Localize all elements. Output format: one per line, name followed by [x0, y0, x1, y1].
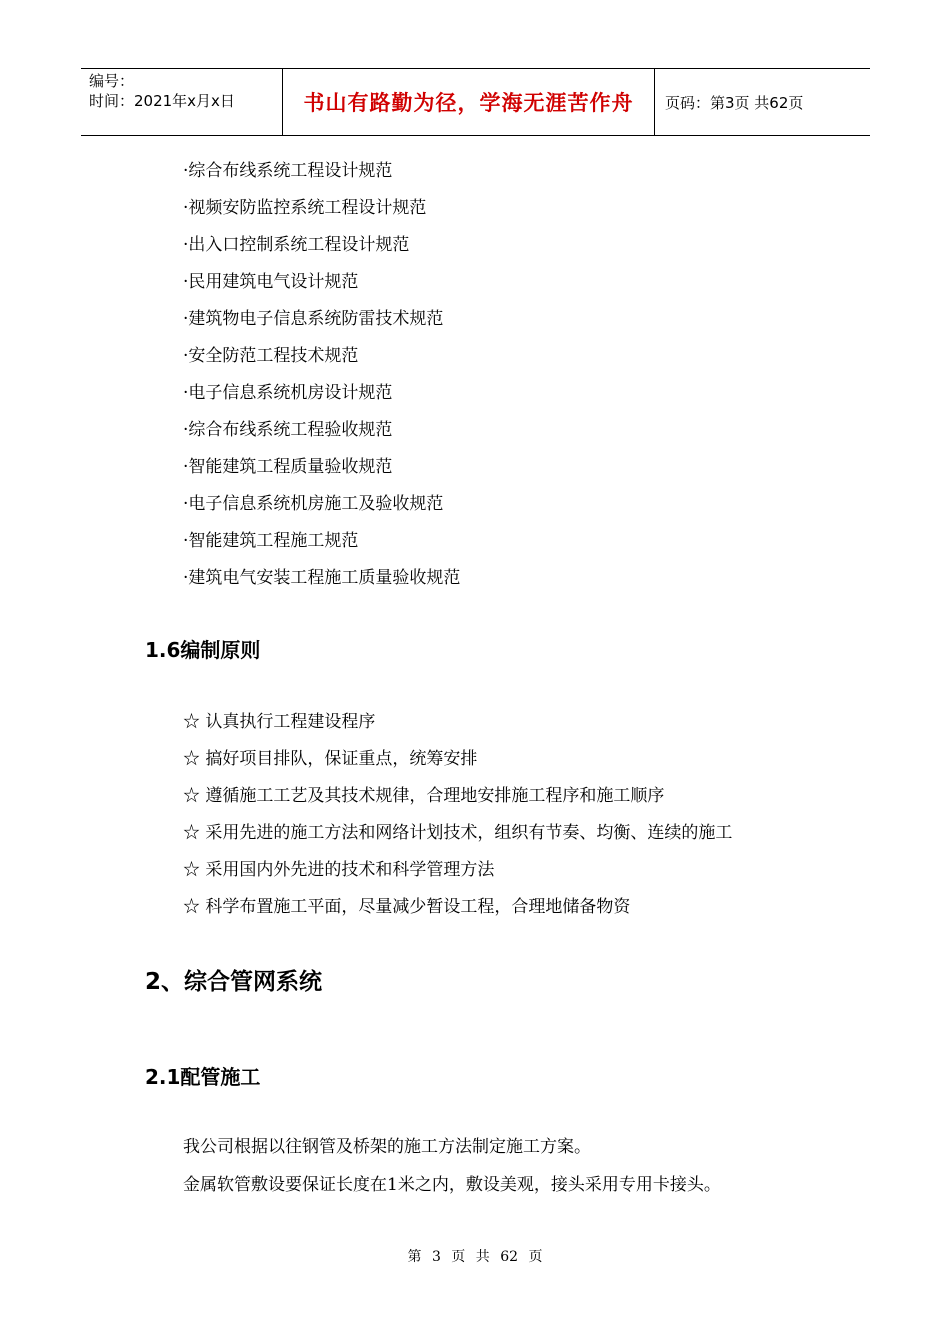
- list-item: ·建筑电气安装工程施工质量验收规范: [183, 568, 461, 588]
- list-item: ☆ 遵循施工工艺及其技术规律，合理地安排施工程序和施工顺序: [183, 786, 665, 806]
- section-heading-1-6: 1.6编制原则: [145, 638, 261, 662]
- header-left-cell: [81, 69, 282, 135]
- list-item: ·智能建筑工程施工规范: [183, 531, 359, 551]
- document-date: 时间：2021年x月x日: [89, 92, 235, 110]
- principles-list: [183, 707, 732, 929]
- list-item: ☆ 采用国内外先进的技术和科学管理方法: [183, 860, 495, 880]
- list-item: ·出入口控制系统工程设计规范: [183, 235, 410, 255]
- section-heading-2: 2、综合管网系统: [145, 969, 323, 995]
- list-item: ☆ 采用先进的施工方法和网络计划技术，组织有节奏、均衡、连续的施工: [183, 823, 733, 843]
- list-item: ☆ 科学布置施工平面，尽量减少暂设工程，合理地储备物资: [183, 897, 631, 917]
- paragraph: 我公司根据以往钢管及桥架的施工方法制定施工方案。: [183, 1137, 591, 1157]
- list-item: ·智能建筑工程质量验收规范: [183, 457, 393, 477]
- list-item: ·视频安防监控系统工程设计规范: [183, 198, 427, 218]
- list-item: ·综合布线系统工程验收规范: [183, 420, 393, 440]
- list-item: ☆ 搞好项目排队，保证重点，统筹安排: [183, 749, 478, 769]
- header-motto-cell: [282, 69, 655, 135]
- list-item: ·电子信息系统机房设计规范: [183, 383, 393, 403]
- header-page-info: 页码：第3页 共62页: [665, 93, 804, 112]
- document-number-label: 编号：: [89, 72, 135, 90]
- section-heading-2-1: 2.1配管施工: [145, 1065, 261, 1089]
- paragraph: 金属软管敷设要保证长度在1米之内，敷设美观，接头采用专用卡接头。: [183, 1175, 721, 1195]
- header-motto: 书山有路勤为径，学海无涯苦作舟: [303, 91, 634, 115]
- list-item: ·综合布线系统工程设计规范: [183, 161, 393, 181]
- list-item: ☆ 认真执行工程建设程序: [183, 712, 376, 732]
- page-footer: 第 3 页 共 62 页: [407, 1249, 543, 1265]
- list-item: ·电子信息系统机房施工及验收规范: [183, 494, 444, 514]
- list-item: ·安全防范工程技术规范: [183, 346, 359, 366]
- page-header: [81, 68, 870, 136]
- header-page-info-cell: [655, 69, 870, 135]
- list-item: ·民用建筑电气设计规范: [183, 272, 359, 292]
- list-item: ·建筑物电子信息系统防雷技术规范: [183, 309, 444, 329]
- standards-list: [183, 156, 460, 600]
